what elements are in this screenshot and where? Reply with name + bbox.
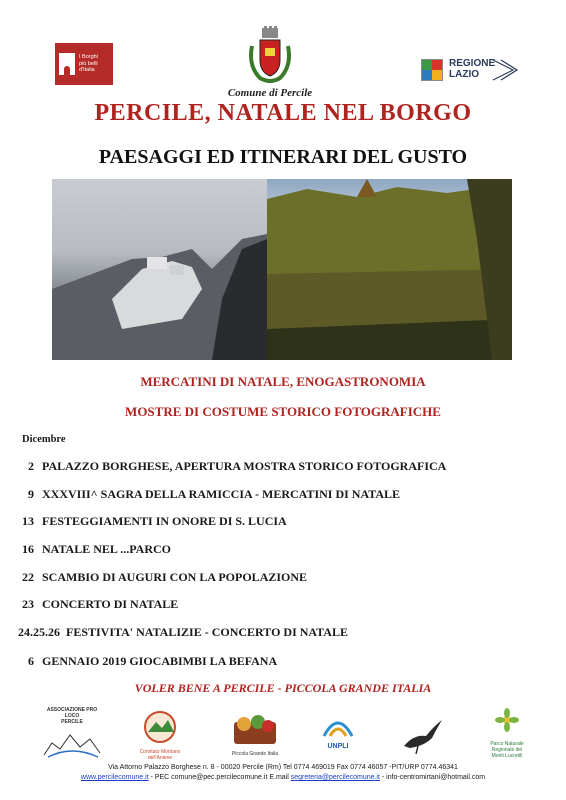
lake-forest-photo	[267, 179, 512, 360]
slogan: VOLER BENE A PERCILE - PICCOLA GRANDE ITALIA	[134, 681, 432, 695]
month-label: Dicembre	[22, 434, 66, 445]
unpli-emblem-icon	[320, 714, 356, 738]
regione-lazio-logo	[421, 55, 521, 85]
event-day: 24.25.26	[18, 625, 60, 639]
unpli-text: UNPLI	[327, 743, 349, 750]
event-text: FESTIVITA' NATALIZIE - CONCERTO DI NATALE	[66, 625, 348, 639]
page-subtitle: PAESAGGI ED ITINERARI DEL GUSTO	[98, 146, 468, 168]
event-day: 23	[22, 597, 34, 611]
page-title: PERCILE, NATALE NEL BORGO	[94, 100, 472, 126]
piccola-text: Piccola Grande Italia	[231, 751, 279, 757]
unpli-logo	[320, 714, 356, 754]
comune-label: Comune di Percile	[227, 87, 313, 99]
tower-icon	[59, 53, 75, 75]
event-item	[18, 542, 171, 557]
event-item	[18, 625, 348, 640]
event-day: 2	[28, 459, 34, 473]
event-day: 22	[22, 570, 34, 584]
website-link[interactable]: www.percilecomune.it	[80, 774, 149, 781]
piccola-emblem-icon	[228, 712, 282, 746]
section-header-mostre: MOSTRE DI COSTUME STORICO FOTOGRAFICHE	[125, 404, 441, 419]
event-item	[26, 487, 400, 502]
lazio-logo-line2: LAZIO	[449, 69, 479, 80]
event-text: GENNAIO 2019 GIOCABIMBI LA BEFANA	[42, 654, 278, 668]
borghi-piu-belli-logo	[55, 43, 113, 85]
heron-bird-icon	[400, 716, 446, 754]
footer-contacts	[0, 774, 566, 781]
event-day: 6	[28, 654, 34, 668]
event-text: NATALE NEL ...PARCO	[42, 542, 172, 556]
piccola-grande-italia-logo	[228, 712, 282, 756]
parco-text: Parco Naturale Regionale dei Monti Lucretili	[490, 741, 524, 759]
event-text: PALAZZO BORGHESE, APERTURA MOSTRA STORICO FOTOGRAFICA	[42, 459, 447, 473]
parco-monti-lucretili-logo	[482, 708, 532, 760]
pec-text: - PEC comune@pec.percilecomune.it E.mail	[148, 774, 291, 781]
comitato-emblem-icon	[136, 710, 184, 744]
comitato-text: Comitato Montano dell'Aniene	[139, 749, 181, 761]
comitato-montano-logo	[136, 710, 184, 761]
lazio-arrow-icon	[491, 58, 519, 82]
lazio-logo-line1: REGIONE	[449, 58, 496, 69]
event-item	[18, 570, 307, 585]
snowy-village-photo	[52, 179, 267, 360]
event-text: XXXVIII^ SAGRA DELLA RAMICCIA - MERCATINI DI NATALE	[42, 487, 401, 501]
event-text: FESTEGGIAMENTI IN ONORE DI S. LUCIA	[42, 514, 287, 528]
event-text: SCAMBIO DI AUGURI CON LA POPOLAZIONE	[42, 570, 308, 584]
parco-flower-icon	[482, 708, 532, 736]
landscape-photo	[52, 179, 512, 360]
event-item	[18, 597, 178, 612]
info-email-text: - info-centromirtani@hotmail.com	[379, 774, 486, 781]
email-link[interactable]: segreteria@percilecomune.it	[290, 774, 380, 781]
lazio-emblem-icon	[421, 59, 443, 81]
event-item	[26, 459, 446, 474]
borghi-logo-text: I Borghi più belli d'Italia	[79, 54, 98, 74]
event-item	[26, 654, 277, 669]
event-day: 16	[22, 542, 34, 556]
pro-loco-text: ASSOCIAZIONE PRO LOCO PERCILE	[46, 707, 98, 725]
pro-loco-sketch-icon	[42, 725, 102, 759]
event-text: CONCERTO DI NATALE	[42, 597, 179, 611]
percile-crest-icon	[246, 26, 294, 86]
section-header-mercatini: MERCATINI DI NATALE, ENOGASTRONOMIA	[140, 374, 426, 389]
footer-address: Via Attorno Palazzo Borghese n. 8 - 00020 Percile (Rm) Tel 0774 469019 Fax 0774 46057 -PIT/URP 0774.46341	[108, 764, 458, 771]
pro-loco-logo	[42, 707, 102, 757]
event-item	[18, 514, 287, 529]
event-day: 9	[28, 487, 34, 501]
event-day: 13	[22, 514, 34, 528]
